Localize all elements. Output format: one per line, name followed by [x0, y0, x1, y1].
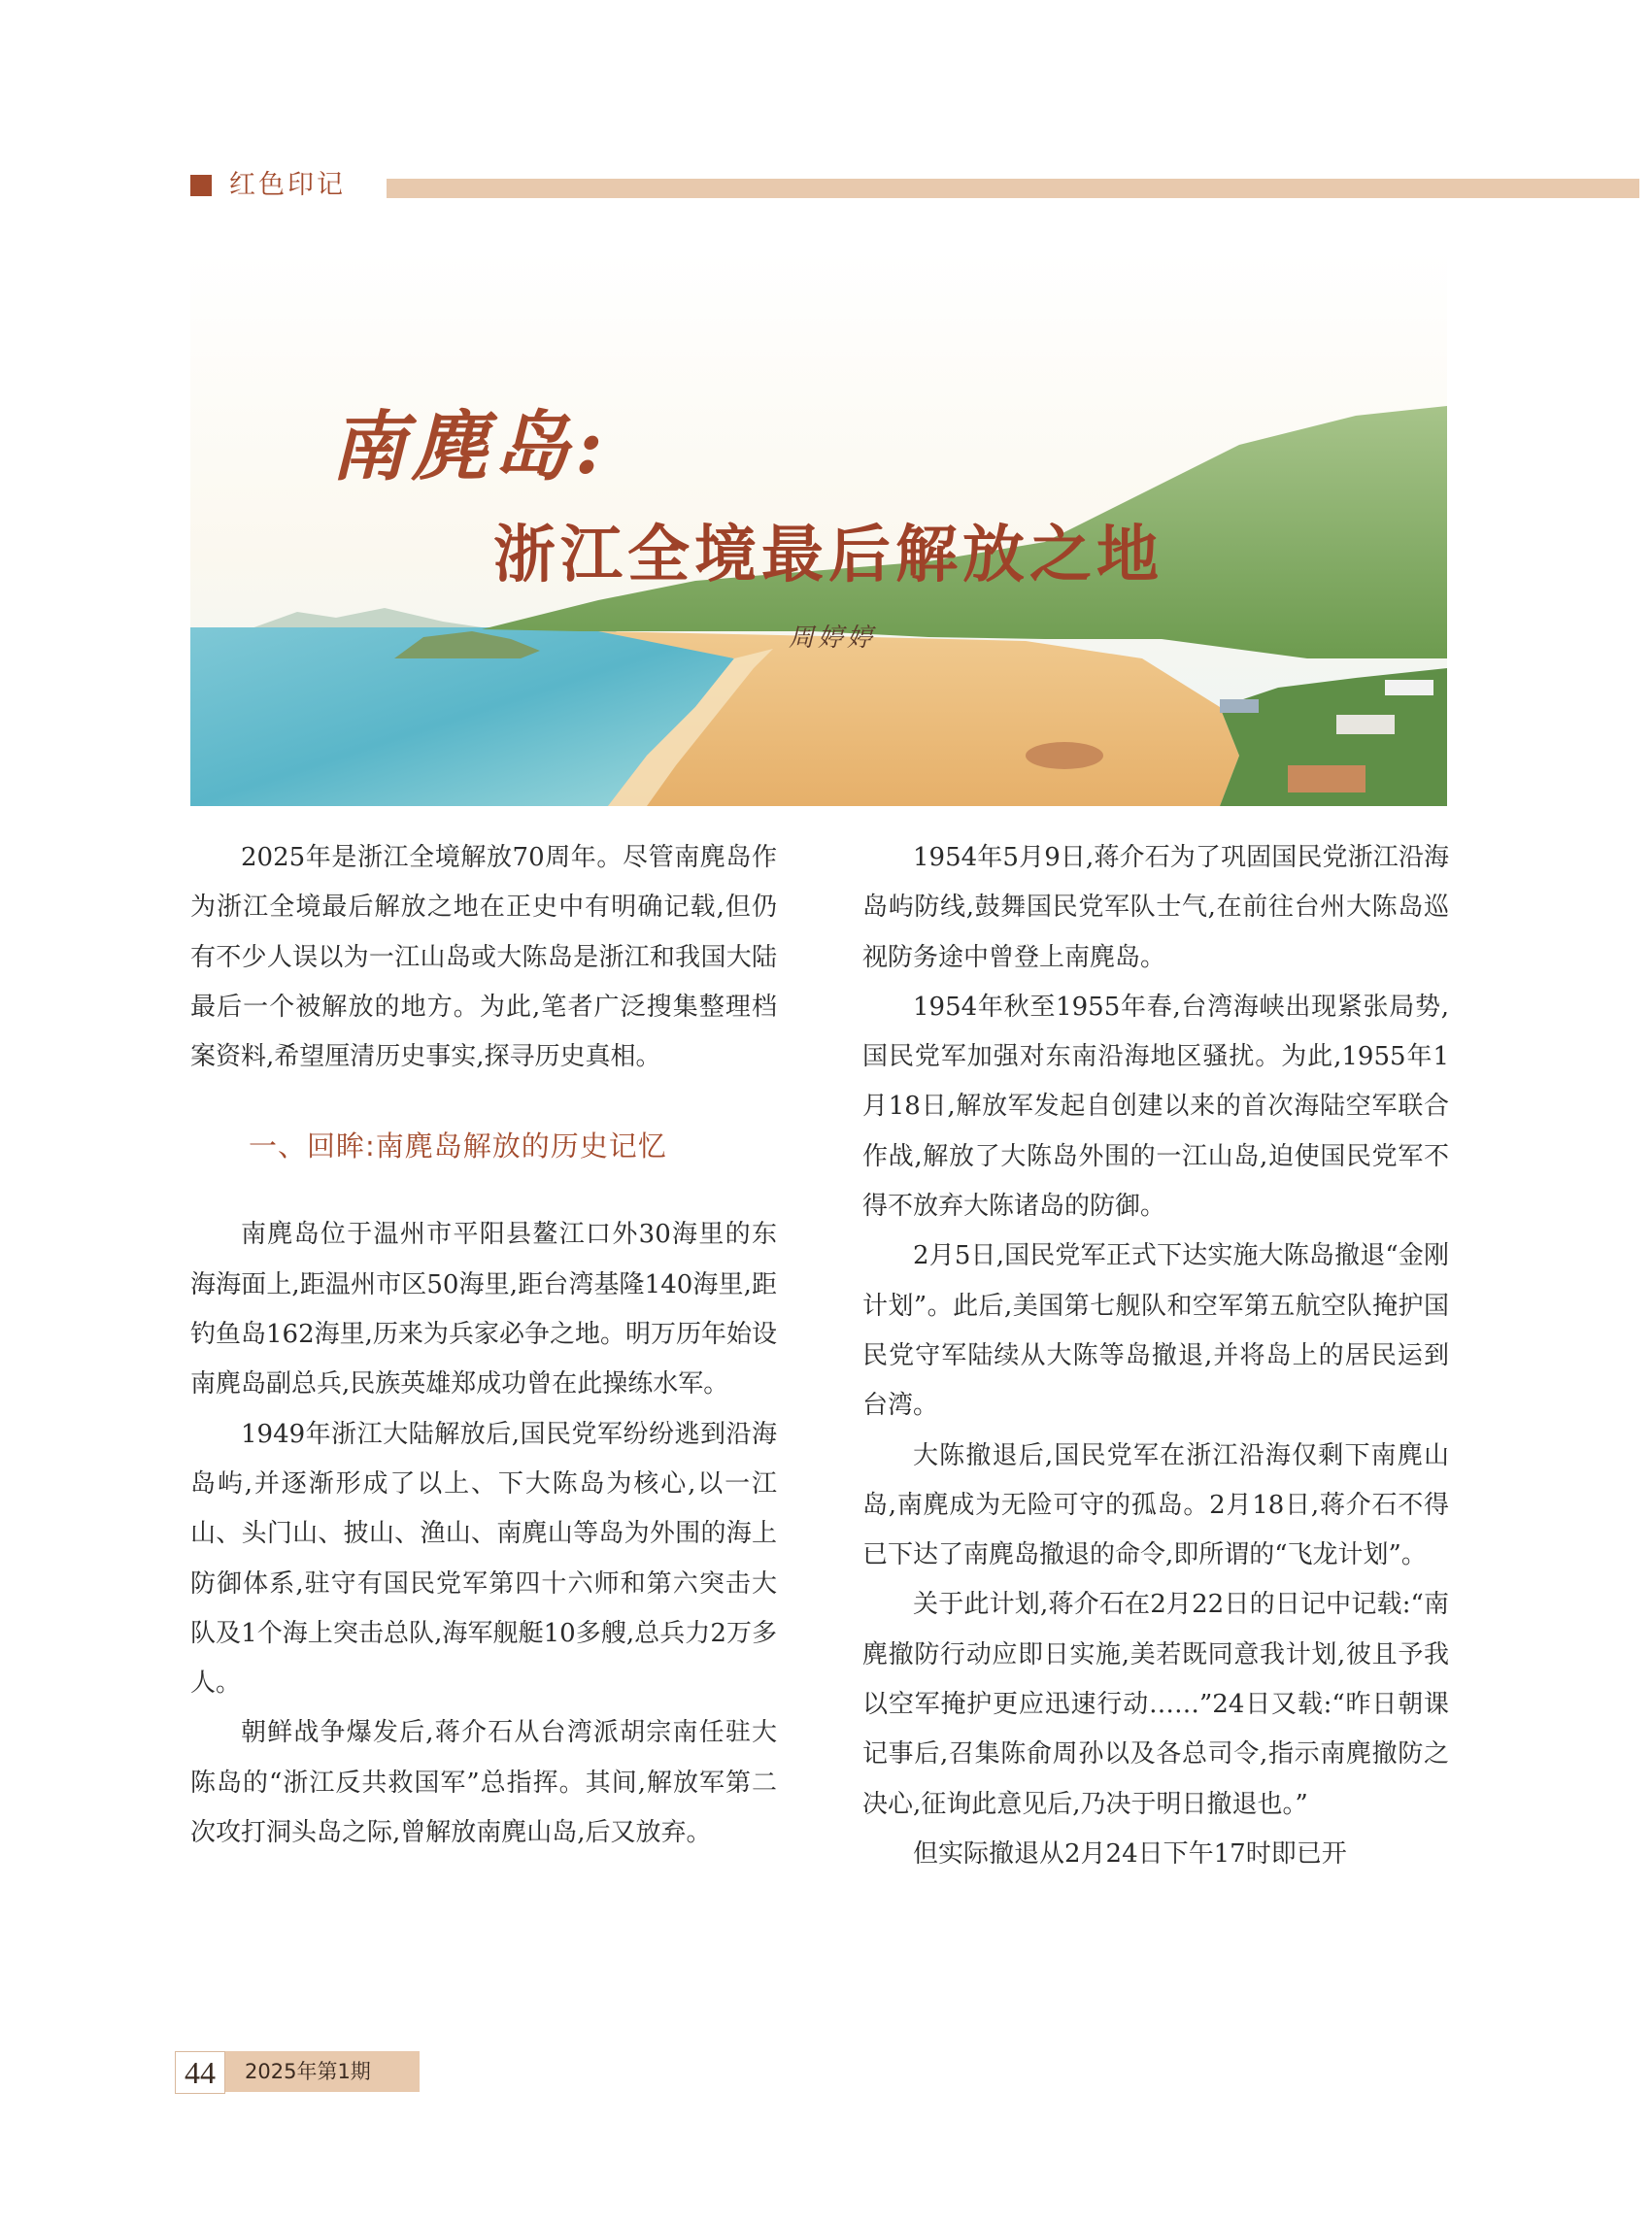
building: [1336, 715, 1395, 734]
paragraph: 2月5日,国民党军正式下达实施大陈岛撤退“金刚计划”。此后,美国第七舰队和空军第五航空队掩护国民党守军陆续从大陈等岛撤退,并将岛上的居民运到台湾。: [862, 1241, 1449, 1421]
article-title-main: 南麂岛:: [330, 403, 609, 491]
rocks: [1026, 742, 1103, 769]
issue-label: 2025年第1期: [225, 2051, 420, 2092]
building: [1288, 765, 1365, 792]
paragraph: 2025年是浙江全境解放70周年。尽管南麂岛作为浙江全境最后解放之地在正史中有明确记载,但仍有不少人误以为一江山岛或大陈岛是浙江和我国大陆最后一个被解放的地方。为此,笔者广泛搜集整理档案资料,希望厘清历史事实,探寻历史真相。: [190, 843, 777, 1072]
section-label: 红色印记: [229, 170, 346, 200]
paragraph: 朝鲜战争爆发后,蒋介石从台湾派胡宗南任驻大陈岛的“浙江反共救国军”总指挥。其间,解放军第二次攻打洞头岛之际,曾解放南麂山岛,后又放弃。: [190, 1718, 777, 1848]
paragraph: 1954年5月9日,蒋介石为了巩固国民党浙江沿海岛屿防线,鼓舞国民党军队士气,在前往台州大陈岛巡视防务途中曾登上南麂岛。: [862, 843, 1449, 972]
paragraph: 但实际撤退从2月24日下午17时即已开: [913, 1838, 1347, 1869]
paragraph: 南麂岛位于温州市平阳县鳌江口外30海里的东海海面上,距温州市区50海里,距台湾基隆140海里,距钓鱼岛162海里,历来为兵家必争之地。明万历年始设南麂岛副总兵,民族英雄郑成功曾在此操练水军。: [190, 1220, 777, 1399]
text-column-right: [862, 833, 1449, 1879]
paragraph: 大陈撤退后,国民党军在浙江沿海仅剩下南麂山岛,南麂成为无险可守的孤岛。2月18日,蒋介石不得已下达了南麂岛撤退的命令,即所谓的“飞龙计划”。: [862, 1440, 1449, 1570]
article-author: 周婷婷: [789, 624, 877, 653]
header-bar: [387, 179, 1639, 198]
paragraph: 1954年秋至1955年春,台湾海峡出现紧张局势,国民党军加强对东南沿海地区骚扰。为此,1955年1月18日,解放军发起自创建以来的首次海陆空军联合作战,解放了大陈岛外围的一江山岛,迫使国民党军不得不放弃大陈诸岛的防御。: [862, 992, 1449, 1222]
building: [1220, 699, 1259, 713]
paragraph: 1949年浙江大陆解放后,国民党军纷纷逃到沿海岛屿,并逐渐形成了以上、下大陈岛为核心,以一江山、头门山、披山、渔山、南麂山等岛为外围的海上防御体系,驻守有国民党军第四十六师和第六突击大队及1个海上突击总队,海军舰艇10多艘,总兵力2万多人。: [190, 1419, 777, 1699]
section-heading: 一、回眸:南麂岛解放的历史记忆: [249, 1129, 667, 1163]
page-number: 44: [175, 2051, 225, 2094]
text-column-left: [190, 833, 777, 1858]
building: [1385, 680, 1433, 695]
paragraph: 关于此计划,蒋介石在2月22日的日记中记载:“南麂撤防行动应即日实施,美若既同意我计划,彼且予我以空军掩护更应迅速行动……”24日又载:“昨日朝课记事后,召集陈俞周孙以及各总司令,指示南麂撤防之决心,征询此意见后,乃决于明日撤退也。”: [862, 1590, 1449, 1819]
section-marker-square: [190, 175, 212, 196]
article-title-sub: 浙江全境最后解放之地: [493, 520, 1163, 591]
